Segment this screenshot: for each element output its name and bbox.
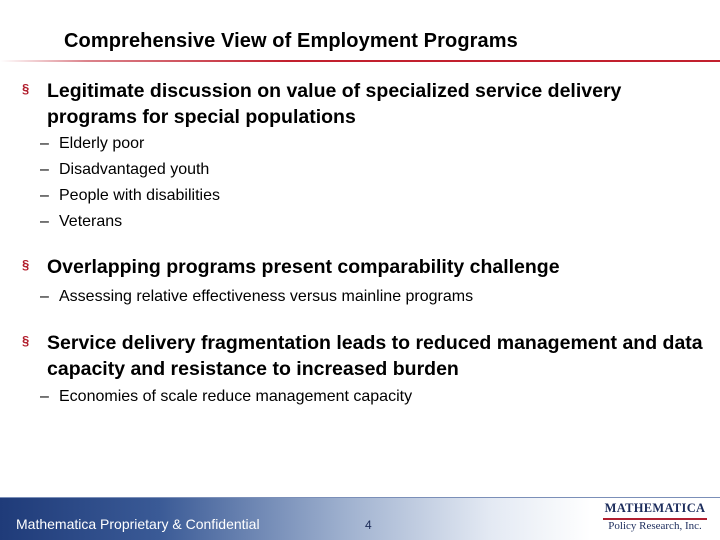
bullet-3-text: Service delivery fragmentation leads to reduced management and data capacity and resistance to increased burden <box>47 332 703 380</box>
company-logo <box>603 499 707 535</box>
sub-item-text: Assessing relative effectiveness versus mainline programs <box>59 288 474 305</box>
bullet-marker-icon: § <box>22 257 30 272</box>
sub-item <box>40 287 474 307</box>
sub-item <box>40 387 413 407</box>
logo-wordmark: MATHEMATICA <box>604 501 706 515</box>
sub-item-text: People with disabilities <box>59 187 220 204</box>
bullet-marker-icon: § <box>22 81 30 96</box>
dash-icon: – <box>40 213 49 230</box>
sub-item-text: Elderly poor <box>59 135 145 152</box>
sub-item-text: Disadvantaged youth <box>59 161 210 178</box>
bullet-marker-icon: § <box>22 333 30 348</box>
dash-icon: – <box>40 288 49 305</box>
slide-title: Comprehensive View of Employment Programs <box>64 30 518 52</box>
sub-item-text: Economies of scale reduce management capacity <box>59 388 413 405</box>
sub-item <box>40 134 145 154</box>
page-number: 4 <box>365 518 372 532</box>
bullet-3 <box>22 330 707 382</box>
sub-item <box>40 160 210 180</box>
bullet-1 <box>22 78 707 130</box>
bullet-2-text: Overlapping programs present comparability challenge <box>47 256 560 278</box>
bullet-2 <box>22 254 707 280</box>
sub-item <box>40 212 123 232</box>
dash-icon: – <box>40 187 49 204</box>
bullet-1-text: Legitimate discussion on value of specialized service delivery programs for special populations <box>47 80 622 128</box>
footer-divider <box>0 497 720 498</box>
dash-icon: – <box>40 388 49 405</box>
sub-item <box>40 186 220 206</box>
dash-icon: – <box>40 161 49 178</box>
logo-tagline: Policy Research, Inc. <box>608 520 702 532</box>
sub-item-text: Veterans <box>59 213 123 230</box>
dash-icon: – <box>40 135 49 152</box>
confidentiality-notice: Mathematica Proprietary & Confidential <box>16 516 260 532</box>
title-divider <box>0 60 720 62</box>
